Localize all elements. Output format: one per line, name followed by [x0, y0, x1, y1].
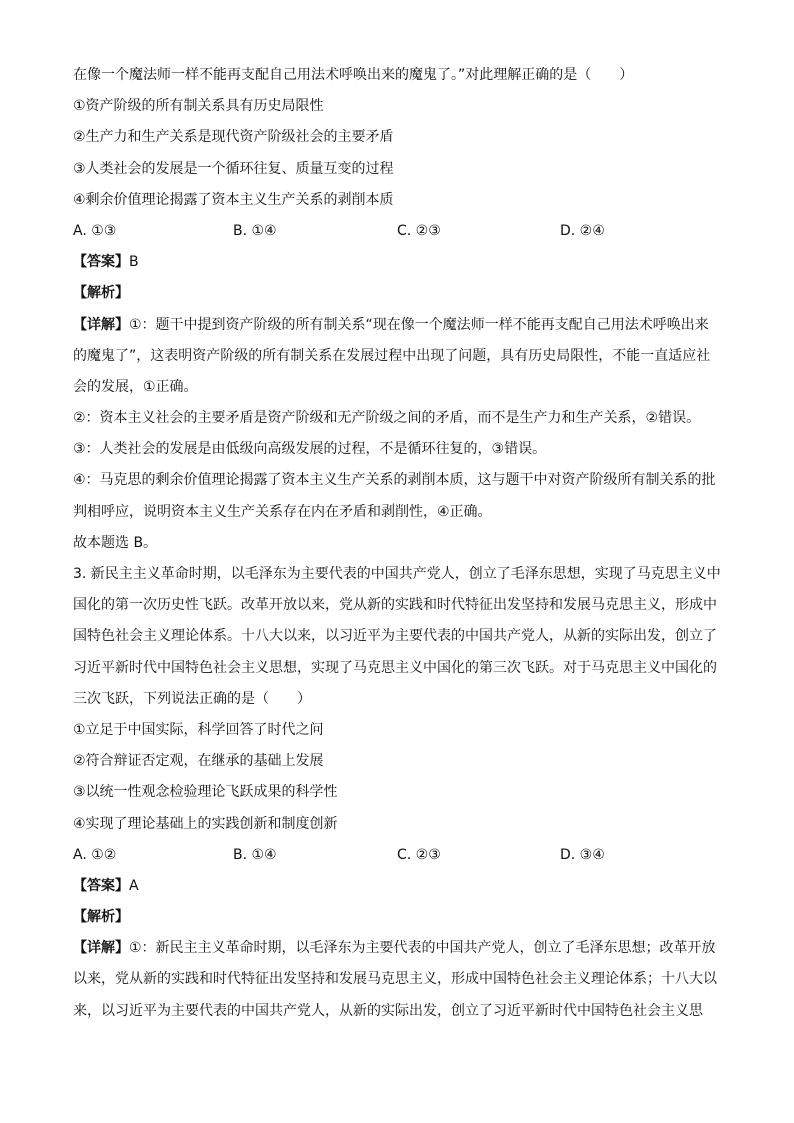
q2-answer-tag: 【答案】	[73, 254, 129, 271]
q2-answer-line	[73, 247, 723, 278]
q2-stem-tail: 在像一个魔法师一样不能再支配自己用法术呼唤出来的魔鬼了。”对此理解正确的是（ ）	[73, 67, 634, 83]
q3-answer-line	[73, 871, 723, 902]
q2-conclusion: 故本题选 B。	[73, 534, 158, 551]
q3-analysis-tag: 【解析】	[73, 909, 129, 926]
q2-option-c: C. ②③	[397, 222, 441, 239]
q3-option-d: D. ③④	[560, 846, 605, 863]
q2-detail-line-7: 判相呼应，说明资本主义生产关系存在内在矛盾和剥削性，④正确。	[73, 503, 492, 520]
q3-stem-line-4: 习近平新时代中国特色社会主义思想，实现了马克思主义中国化的第三次飞跃。对于马克思主义中国化的	[73, 659, 717, 676]
q3-item-2: ②符合辩证否定观，在继承的基础上发展	[73, 753, 324, 770]
q3-stem-line-2: 国化的第一次历史性飞跃。改革开放以来，党从新的实践和时代特征出发坚持和发展马克思主义，形成中	[73, 597, 717, 614]
q2-detail-line-6: ④：马克思的剩余价值理论揭露了资本主义生产关系的剥削本质，这与题干中对资产阶级所有制关系的批	[73, 472, 716, 489]
page-content	[73, 60, 723, 1027]
q2-detail-line-4: ②：资本主义社会的主要矛盾是资产阶级和无产阶级之间的矛盾，而不是生产力和生产关系，②错误。	[73, 410, 701, 427]
q2-detail-line-3: 会的发展，①正确。	[73, 378, 198, 395]
q2-option-b: B. ①④	[233, 222, 277, 239]
q3-stem-line-3: 国特色社会主义理论体系。十八大以来，以习近平为主要代表的中国共产党人，从新的实际出发，创立了	[73, 628, 717, 645]
q3-item-4: ④实现了理论基础上的实践创新和制度创新	[73, 815, 338, 832]
q3-detail-line-1	[73, 933, 723, 964]
q3-stem-line-1: 3. 新民主主义革命时期，以毛泽东为主要代表的中国共产党人，创立了毛泽东思想，实现了马克思主义中	[73, 566, 721, 582]
q2-analysis-line	[73, 278, 723, 309]
q2-detail-tag: 【详解】	[73, 316, 129, 333]
q2-detail-line-2: 的魔鬼了”，这表明资产阶级的所有制关系在发展过程中出现了问题，具有历史局限性，不能一直适应社	[73, 347, 711, 364]
q3-item-1: ①立足于中国实际，科学回答了时代之问	[73, 721, 324, 738]
q3-detail-line-2: 以来，党从新的实践和时代特征出发坚持和发展马克思主义，形成中国特色社会主义理论体系；十八大以	[73, 971, 717, 988]
q3-item-3: ③以统一性观念检验理论飞跃成果的科学性	[73, 784, 338, 801]
q2-detail-text-1: ①：题干中提到资产阶级的所有制关系“现在像一个魔法师一样不能再支配自己用法术呼唤出来	[129, 316, 709, 333]
q2-item-4: ④剩余价值理论揭露了资本主义生产关系的剥削本质	[73, 191, 394, 208]
q2-options	[73, 216, 723, 247]
q2-item-2: ②生产力和生产关系是现代资产阶级社会的主要矛盾	[73, 129, 394, 146]
q2-item-3: ③人类社会的发展是一个循环往复、质量互变的过程	[73, 160, 394, 177]
q2-analysis-tag: 【解析】	[73, 285, 129, 302]
q3-detail-tag: 【详解】	[73, 940, 129, 957]
q2-answer-value: B	[129, 254, 139, 271]
q2-detail-line-1	[73, 310, 723, 341]
q2-option-d: D. ②④	[560, 222, 605, 239]
q3-detail-line-3: 来，以习近平为主要代表的中国共产党人，从新的实际出发，创立了习近平新时代中国特色社会主义思	[73, 1002, 703, 1019]
q3-stem-line-5: 三次飞跃，下列说法正确的是（ ）	[73, 690, 311, 707]
q3-option-b: B. ①④	[233, 846, 277, 863]
q2-item-1: ①资产阶级的所有制关系具有历史局限性	[73, 98, 324, 115]
q3-answer-tag: 【答案】	[73, 877, 129, 894]
q3-detail-text-1: ①：新民主主义革命时期，以毛泽东为主要代表的中国共产党人，创立了毛泽东思想；改革开放	[129, 940, 716, 957]
q3-analysis-line	[73, 902, 723, 933]
q3-answer-value: A	[129, 877, 139, 894]
q3-option-a: A. ①②	[73, 846, 117, 863]
q3-option-c: C. ②③	[397, 846, 441, 863]
q2-detail-line-5: ③：人类社会的发展是由低级向高级发展的过程，不是循环往复的，③错误。	[73, 441, 547, 458]
q3-options	[73, 840, 723, 871]
q2-option-a: A. ①③	[73, 222, 117, 239]
